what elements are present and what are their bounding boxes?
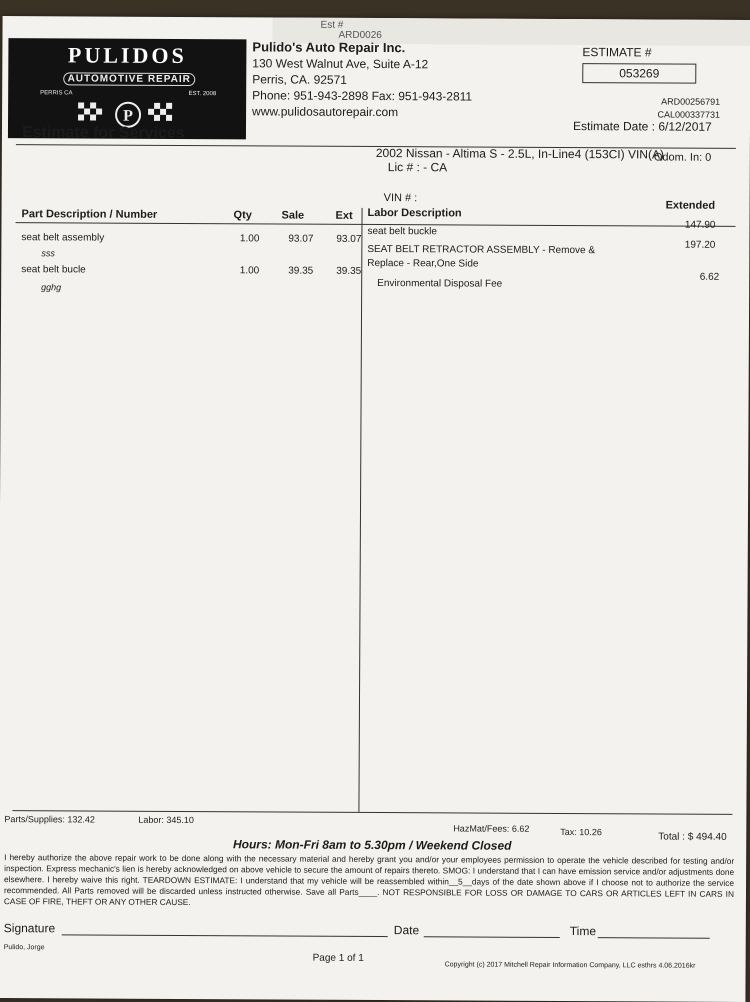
legal-terms: I hereby authorize the above repair work to be done along with the necessary material and hereby grant you and/or your employees permission to operate the vehicle described for testing and/or inspection. Express mechanic's lien is hereby acknowledged on above vehicle to secure the amount of repairs thereto. SMOG: I understand that I can have emission service and/or adjustments done elsewhere. I hereby waive this right. TEARDOWN ESTIMATE: I understand that my vehicle will be reassembled within__5__days of the date shown above if I choose not to authorize the service recommended. All Parts removed will be discarded unless instructed otherwise. Save all Parts____. NOT RESPONSIBLE FOR LOSS OR DAMAGE TO CARS OR ARTICLES LEFT IN CARS IN CASE OF FIRE, THEFT OR ANY OTHER CAUSE. [3, 852, 735, 908]
shop-city: Perris, CA. 92571 [252, 72, 348, 87]
estimate-date: Estimate Date : 6/12/2017 [572, 119, 712, 134]
shop-name: Pulido's Auto Repair Inc. [252, 39, 406, 56]
part-desc: seat belt assembly [21, 232, 105, 244]
header-labor-desc: Labor Description [367, 206, 462, 220]
header-ext: Ext [335, 209, 353, 222]
doc-title: Estimate for Services [21, 124, 185, 143]
vehicle-info [376, 146, 664, 176]
estimate-number: 053269 [582, 63, 696, 84]
labor-desc: SEAT BELT RETRACTOR ASSEMBLY - Remove & [367, 243, 596, 257]
vehicle-vin: VIN # : [383, 192, 418, 205]
date-line [424, 936, 560, 938]
under-est-label: Est # [320, 19, 344, 31]
part-note: sss [41, 248, 55, 259]
header-qty: Qty [233, 209, 252, 222]
vehicle-lic: Lic # : - CA [387, 160, 448, 175]
svg-text:P: P [123, 107, 133, 125]
shop-website: www.pulidosautorepair.com [252, 104, 399, 120]
labor-amount: 6.62 [699, 271, 720, 283]
part-ext: 39.35 [336, 265, 362, 277]
part-sale: 93.07 [288, 233, 314, 245]
labor-desc: seat belt buckle [367, 225, 437, 238]
logo-location: PERRIS CA [40, 90, 73, 97]
total-amount: Total : $ 494.40 [658, 831, 727, 843]
signature-label: Signature [3, 921, 56, 936]
estimate-label: ESTIMATE # [582, 45, 652, 60]
date-label: Date [393, 923, 420, 938]
time-label: Time [569, 924, 597, 939]
part-desc: seat belt bucle [21, 264, 86, 276]
shop-info [252, 39, 472, 120]
total-hazmat: HazMat/Fees: 6.62 [453, 823, 530, 834]
under-code: ARD0026 [338, 29, 382, 42]
time-line [598, 937, 710, 939]
vehicle-line: 2002 Nissan - Altima S - 2.5L, In-Line4 (153CI) VIN(A) [375, 146, 665, 162]
copyright: Copyright (c) 2017 Mitchell Repair Information Company, LLC esthrs 4.06.2016kr [444, 961, 696, 970]
signature-line [62, 934, 388, 937]
totals-divider [12, 810, 732, 815]
labor-amount: 147.90 [684, 219, 716, 231]
estimate-document [0, 16, 750, 1002]
total-parts: Parts/Supplies: 132.42 [4, 814, 95, 825]
logo-name: PULIDOS [67, 42, 187, 69]
total-tax: Tax: 10.26 [560, 826, 602, 838]
part-ext: 93.07 [336, 233, 362, 245]
header-sale: Sale [281, 209, 305, 222]
labor-desc: Environmental Disposal Fee [377, 278, 503, 290]
logo-sub: AUTOMOTIVE REPAIR [63, 72, 195, 86]
estimate-code-1: ARD00256791 [661, 96, 721, 107]
service-writer: Pulido, Jorge [3, 944, 45, 952]
page-number: Page 1 of 1 [312, 952, 364, 964]
part-note: gghg [41, 282, 62, 293]
labor-desc-line2: Replace - Rear,One Side [367, 257, 479, 270]
header-extended: Extended [665, 199, 716, 212]
header-part-desc: Part Description / Number [21, 208, 158, 221]
estimate-number-box [582, 45, 696, 84]
shop-hours: Hours: Mon-Fri 8am to 5.30pm / Weekend Closed [232, 837, 512, 853]
labor-amount: 197.20 [684, 239, 716, 251]
logo-established: EST. 2008 [188, 91, 217, 98]
column-divider [358, 208, 362, 812]
shop-address: 130 West Walnut Ave, Suite A-12 [252, 56, 429, 72]
estimate-code-2: CAL000337731 [657, 109, 721, 120]
vehicle-odometer: Odom. In: 0 [653, 151, 712, 164]
total-labor: Labor: 345.10 [138, 814, 194, 826]
part-sale: 39.35 [288, 265, 314, 277]
estimate-codes [657, 95, 720, 121]
part-qty: 1.00 [239, 265, 260, 277]
part-qty: 1.00 [239, 233, 260, 245]
shop-phone: Phone: 951-943-2898 Fax: 951-943-2811 [252, 88, 473, 104]
